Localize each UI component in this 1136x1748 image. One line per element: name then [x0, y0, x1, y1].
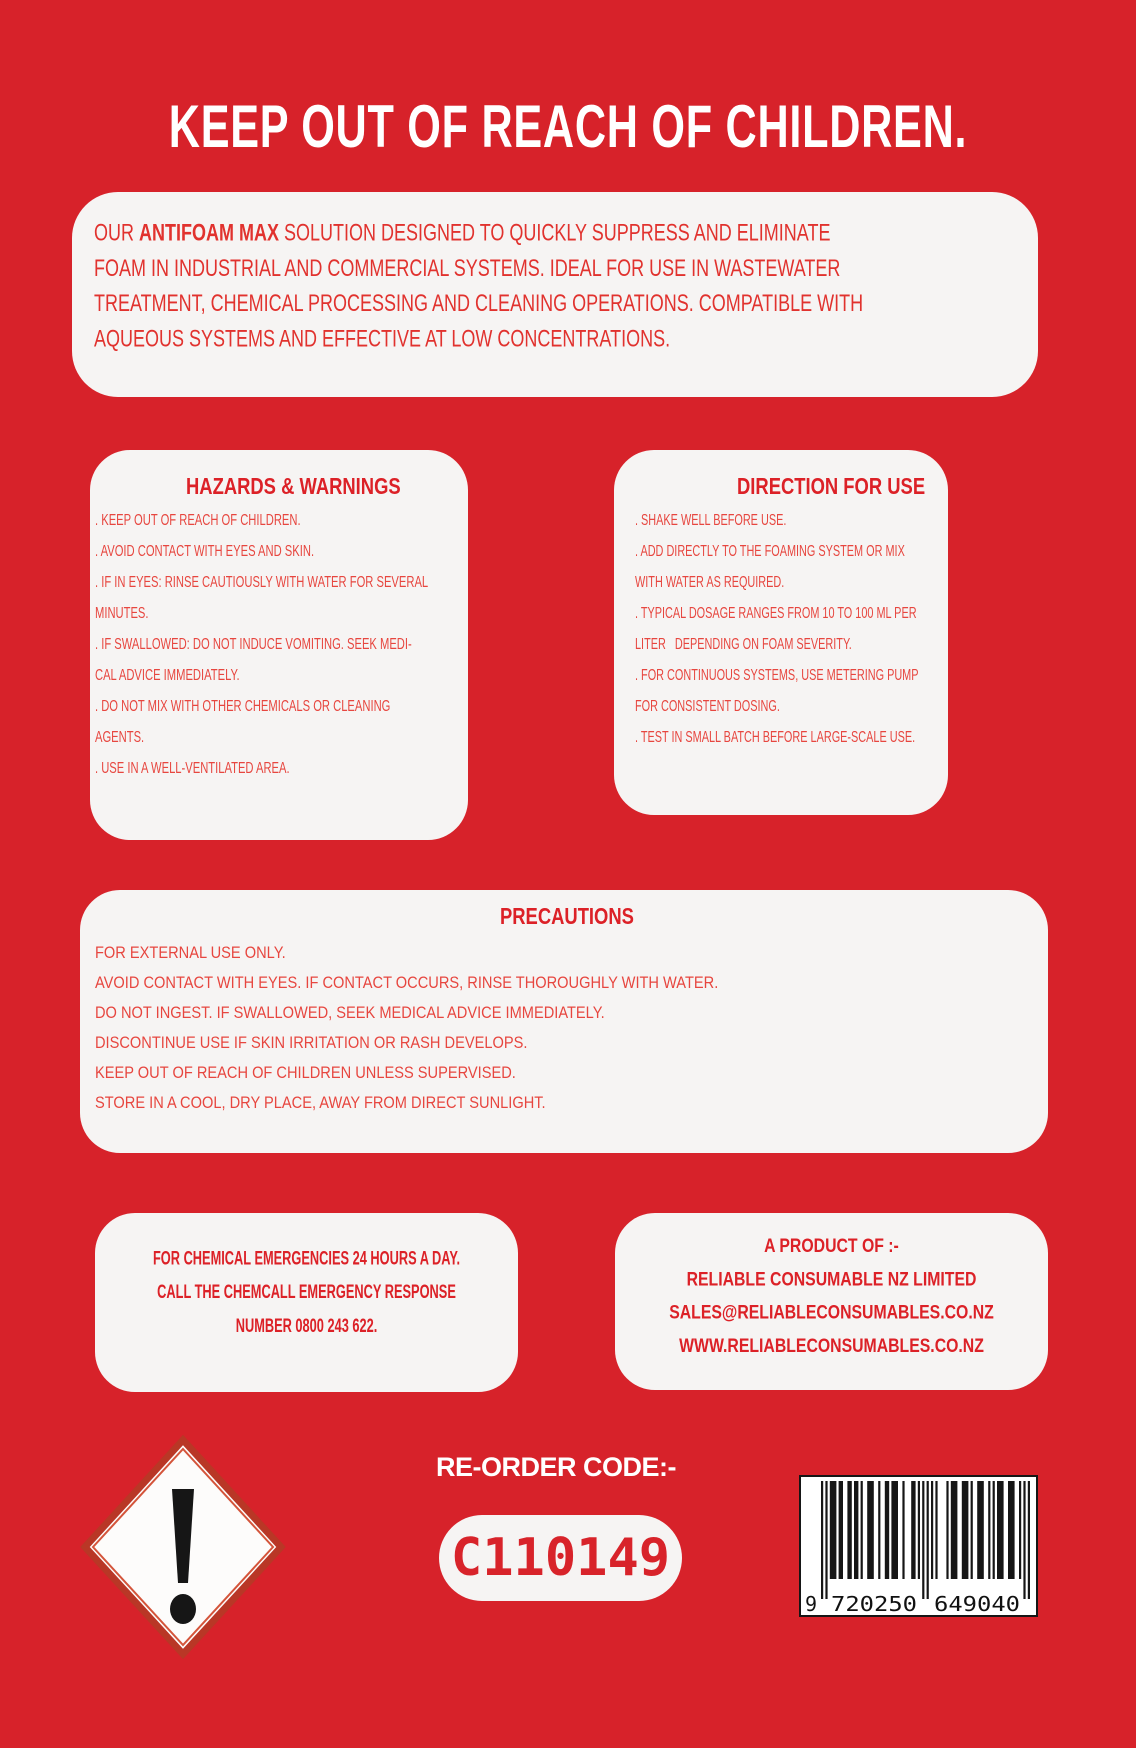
text-line: KEEP OUT OF REACH OF CHILDREN UNLESS SUPERVISED.	[95, 1063, 516, 1082]
text-line: AQUEOUS SYSTEMS AND EFFECTIVE AT LOW CONCENTRATIONS.	[94, 325, 671, 353]
directions-title: DIRECTION FOR USE	[737, 473, 926, 499]
text-line: CAL ADVICE IMMEDIATELY.	[95, 667, 240, 684]
intro-panel	[72, 192, 1038, 397]
hazards-panel	[90, 450, 468, 840]
text-line: DO NOT INGEST. IF SWALLOWED, SEEK MEDICAL ADVICE IMMEDIATELY.	[95, 1003, 605, 1022]
intro-prefix: OUR	[94, 219, 139, 247]
directions-list	[635, 505, 919, 753]
text-line: STORE IN A COOL, DRY PLACE, AWAY FROM DIRECT SUNLIGHT.	[95, 1093, 546, 1112]
main-warning-title: KEEP OUT OF REACH OF CHILDREN.	[168, 93, 968, 160]
text-line: TREATMENT, CHEMICAL PROCESSING AND CLEANING OPERATIONS. COMPATIBLE WITH	[94, 290, 864, 318]
text-line: LITER DEPENDING ON FOAM SEVERITY.	[635, 636, 852, 653]
text-line: DISCONTINUE USE IF SKIN IRRITATION OR RASH DEVELOPS.	[95, 1033, 528, 1052]
barcode-digits-group2: 649040	[934, 1592, 1020, 1615]
emergency-text	[137, 1243, 475, 1344]
precautions-panel	[80, 890, 1048, 1153]
hazards-list	[95, 505, 428, 784]
text-line: . TYPICAL DOSAGE RANGES FROM 10 TO 100 ML PER	[635, 605, 917, 622]
text-line: WWW.RELIABLECONSUMABLES.CO.NZ	[679, 1334, 984, 1357]
text-line: . SHAKE WELL BEFORE USE.	[635, 512, 787, 529]
manufacturer-panel	[615, 1213, 1048, 1390]
text-line: . DO NOT MIX WITH OTHER CHEMICALS OR CLEANING	[95, 698, 391, 715]
text-line: . IF IN EYES: RINSE CAUTIOUSLY WITH WATER FOR SEVERAL	[95, 574, 429, 591]
emergency-panel	[95, 1213, 518, 1392]
ghs-exclamation-icon	[80, 1435, 286, 1664]
text-line: WITH WATER AS REQUIRED.	[635, 574, 785, 591]
text-line: . KEEP OUT OF REACH OF CHILDREN.	[95, 512, 301, 529]
barcode-digits-group1: 720250	[831, 1592, 917, 1615]
intro-paragraph	[94, 216, 863, 358]
text-line: AVOID CONTACT WITH EYES. IF CONTACT OCCURS, RINSE THOROUGHLY WITH WATER.	[95, 973, 719, 992]
intro-more-lines	[94, 251, 863, 357]
text-line: . TEST IN SMALL BATCH BEFORE LARGE-SCALE USE.	[635, 729, 916, 746]
reorder-code-pill	[439, 1515, 682, 1601]
brand-name: ANTIFOAM MAX	[139, 219, 279, 247]
text-line: FOR CONSISTENT DOSING.	[635, 698, 780, 715]
text-line: . USE IN A WELL-VENTILATED AREA.	[95, 760, 290, 777]
text-line: RELIABLE CONSUMABLE NZ LIMITED	[686, 1268, 977, 1290]
text-line: NUMBER 0800 243 622.	[235, 1316, 378, 1337]
directions-panel	[614, 450, 948, 815]
barcode-digit-left: 9	[804, 1592, 818, 1615]
text-line: MINUTES.	[95, 605, 149, 622]
text-line: . IF SWALLOWED: DO NOT INDUCE VOMITING. SEEK MEDI-	[95, 636, 412, 653]
text-line: A PRODUCT OF :-	[764, 1234, 899, 1257]
reorder-code-label: RE-ORDER CODE:-	[436, 1452, 676, 1482]
text-line: FOR EXTERNAL USE ONLY.	[95, 943, 286, 962]
reorder-code-value: C110149	[450, 1528, 671, 1588]
barcode	[799, 1475, 1038, 1617]
text-line: . ADD DIRECTLY TO THE FOAMING SYSTEM OR MIX	[635, 543, 905, 560]
manufacturer-text	[630, 1229, 1033, 1362]
barcode-bars	[801, 1477, 1036, 1615]
precautions-title: PRECAUTIONS	[500, 903, 634, 929]
precautions-list	[95, 938, 718, 1118]
text-line: . AVOID CONTACT WITH EYES AND SKIN.	[95, 543, 315, 560]
hazards-title: HAZARDS & WARNINGS	[186, 473, 401, 499]
text-line: FOAM IN INDUSTRIAL AND COMMERCIAL SYSTEMS. IDEAL FOR USE IN WASTEWATER	[94, 255, 841, 282]
text-line	[94, 216, 863, 251]
text-line: . FOR CONTINUOUS SYSTEMS, USE METERING PUMP	[635, 667, 919, 684]
text-line: SALES@RELIABLECONSUMABLES.CO.NZ	[669, 1301, 994, 1324]
text-line: CALL THE CHEMCALL EMERGENCY RESPONSE	[157, 1282, 456, 1303]
text-line: AGENTS.	[95, 729, 145, 746]
intro-suffix: SOLUTION DESIGNED TO QUICKLY SUPPRESS AND ELIMINATE	[278, 219, 831, 247]
text-line: FOR CHEMICAL EMERGENCIES 24 HOURS A DAY.	[152, 1249, 461, 1270]
